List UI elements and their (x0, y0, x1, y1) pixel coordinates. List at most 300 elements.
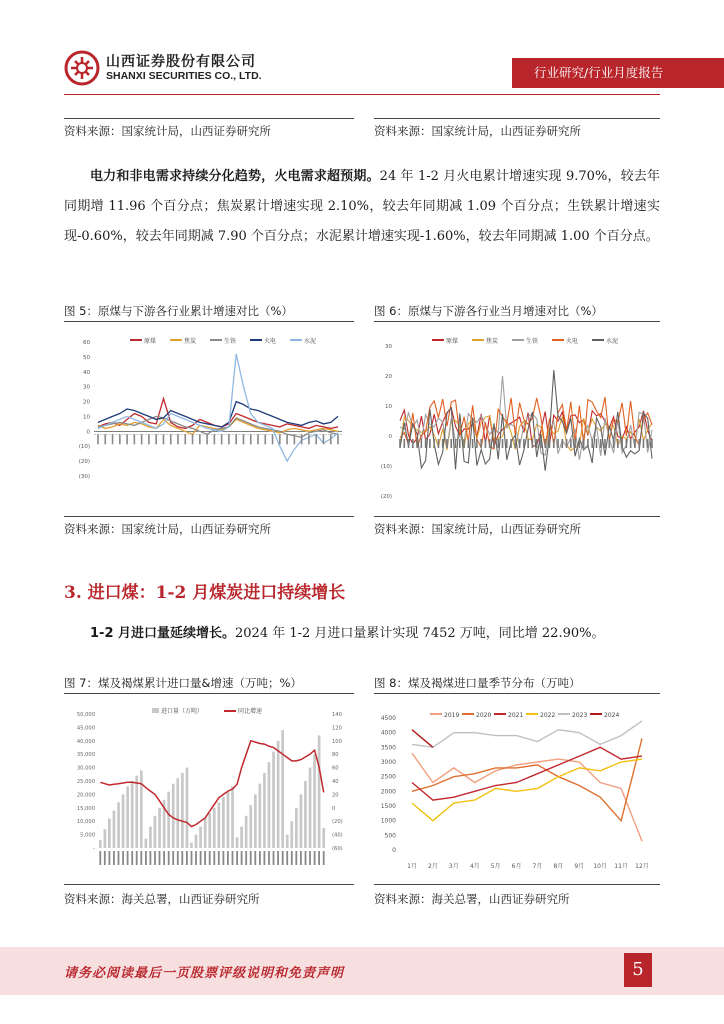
fig5-legend-label: 水泥 (304, 338, 317, 345)
fig7-bar (290, 821, 293, 848)
fig6-xtick-mark (472, 439, 474, 448)
fig8-series-line (412, 721, 642, 747)
fig8-xtick: 11月 (614, 863, 628, 870)
fig6-xtick-mark (506, 439, 508, 448)
fig7-xtick-mark (127, 851, 129, 865)
fig6-ytick: (10) (380, 464, 392, 470)
fig6-xtick-mark (532, 439, 534, 448)
fig7-xtick-mark (295, 851, 297, 865)
fig6-xtick-mark (544, 439, 546, 448)
fig7-xtick-mark (227, 851, 229, 865)
fig7-xtick-mark (181, 851, 183, 865)
fig7-xtick-mark (150, 851, 152, 865)
fig7-xtick-mark (223, 851, 225, 865)
figure6-source: 资料来源：国家统计局，山西证券研究所 (374, 522, 581, 536)
fig5-xtick-mark (250, 434, 252, 444)
fig7-xtick-mark (323, 851, 325, 865)
fig7-xtick-mark (213, 851, 215, 865)
fig7-ytick-right: 80 (332, 752, 339, 759)
fig5-xtick-mark (264, 434, 266, 444)
fig7-ytick-left: 10,000 (76, 819, 95, 826)
fig6-xtick-mark (604, 439, 606, 448)
fig5-xtick-mark (235, 434, 237, 444)
fig8-xtick: 9月 (574, 863, 585, 870)
fig8-ytick: 500 (384, 832, 396, 840)
fig7-bar (158, 808, 161, 848)
fig8-ytick: 4500 (380, 715, 396, 722)
fig5-xtick-mark (184, 434, 186, 444)
fig7-bar (231, 786, 234, 848)
fig5-xtick-mark (257, 434, 259, 444)
fig5-xtick-mark (308, 434, 310, 444)
fig6-ytick: (20) (380, 494, 392, 500)
fig6-xtick-mark (613, 439, 615, 448)
fig8-ytick: 1000 (380, 817, 396, 825)
fig7-bar (108, 819, 111, 849)
fig6-xtick-mark (403, 439, 405, 448)
fig7-xtick-mark (163, 851, 165, 865)
fig6-xtick-mark (425, 439, 427, 448)
figure8-title: 图 8：煤及褐煤进口量季节分布（万吨） (374, 676, 581, 690)
fig6-xtick-mark (600, 439, 602, 448)
paragraph2-body: 2024 年 1-2 月进口量累计实现 7452 万吨，同比增 22.90%。 (235, 626, 605, 641)
fig5-xtick-mark (294, 434, 296, 444)
fig7-ytick-right: (60) (332, 846, 343, 852)
fig7-bar (268, 762, 271, 848)
fig7-ytick-right: 120 (332, 725, 342, 732)
fig6-xtick-mark (455, 439, 457, 448)
fig7-xtick-mark (159, 851, 161, 865)
figure5-top-rule (64, 321, 354, 322)
section-title-import-coal: 3. 进口煤：1-2 月煤炭进口持续增长 (64, 583, 346, 603)
fig6-xtick-mark (442, 439, 444, 448)
fig5-ytick: 0 (86, 429, 90, 436)
fig5-xtick-mark (155, 434, 157, 444)
fig7-xtick-mark (109, 851, 111, 865)
fig5-xtick-mark (199, 434, 201, 444)
fig6-xtick-mark (510, 439, 512, 448)
fig7-bar (259, 784, 262, 848)
fig5-xtick-mark (301, 434, 303, 444)
fig7-bar (149, 827, 152, 848)
fig7-xtick-mark (204, 851, 206, 865)
fig5-xtick-mark (112, 434, 114, 444)
fig8-xtick: 7月 (532, 863, 543, 870)
fig6-xtick-mark (566, 439, 568, 448)
fig7-xtick-mark (268, 851, 270, 865)
fig5-legend-label: 生铁 (224, 338, 237, 345)
fig7-bar (240, 827, 243, 848)
paragraph-import-volume (64, 622, 660, 641)
fig5-xtick-mark (104, 434, 106, 444)
fig7-xtick-mark (286, 851, 288, 865)
fig7-bar (167, 792, 170, 848)
fig6-legend-label: 原煤 (446, 338, 459, 345)
fig7-ytick-right: 140 (332, 712, 342, 718)
fig5-xtick-mark (221, 434, 223, 444)
fig7-bar (281, 730, 284, 848)
fig6-xtick-mark (579, 439, 581, 448)
fig7-ytick-left: 15,000 (76, 805, 95, 812)
fig6-xtick-mark (527, 439, 529, 448)
fig7-bar (236, 837, 239, 848)
fig5-ytick: 50 (83, 354, 90, 361)
fig7-bar (122, 794, 125, 848)
fig7-xtick-mark (177, 851, 179, 865)
fig6-xtick-mark (562, 439, 564, 448)
fig5-xtick-mark (214, 434, 216, 444)
fig7-legend-label: 同比增速 (238, 708, 263, 715)
fig5-xtick-mark (192, 434, 194, 444)
fig5-legend-label: 焦炭 (184, 338, 197, 345)
fig7-bar (195, 835, 198, 848)
fig6-legend-label: 生铁 (526, 338, 539, 345)
footer-disclaimer: 请务必阅读最后一页股票评级说明和免责声明 (64, 966, 345, 981)
fig7-xtick-mark (99, 851, 101, 865)
fig6-xtick-mark (489, 439, 491, 448)
fig6-xtick-mark (480, 439, 482, 448)
fig8-ytick: 0 (392, 847, 396, 854)
fig7-bar (318, 735, 321, 848)
figure8-bottom-rule (374, 884, 660, 885)
source-note-right-top: 资料来源：国家统计局，山西证券研究所 (374, 124, 581, 138)
fig5-ytick: 10 (83, 414, 90, 421)
fig7-bar (131, 781, 134, 848)
fig7-bar (322, 828, 325, 848)
fig7-bar (313, 754, 316, 848)
source-note-left-top: 资料来源：国家统计局，山西证券研究所 (64, 124, 271, 138)
fig7-ytick-left: 40,000 (76, 738, 95, 745)
fig7-xtick-mark (291, 851, 293, 865)
fig5-legend-label: 原煤 (144, 338, 157, 345)
fig7-bar (295, 808, 298, 848)
fig7-xtick-mark (309, 851, 311, 865)
fig6-ytick: 0 (388, 434, 392, 440)
fig7-xtick-mark (168, 851, 170, 865)
fig7-xtick-mark (104, 851, 106, 865)
fig5-xtick-mark (272, 434, 274, 444)
figure7-title: 图 7：煤及褐煤累计进口量&增速（万吨；%） (64, 676, 302, 690)
fig8-xtick: 5月 (490, 863, 501, 870)
fig5-xtick-mark (97, 434, 99, 444)
fig7-bar (204, 819, 207, 849)
fig6-xtick-mark (583, 439, 585, 448)
fig5-ytick: 20 (83, 399, 90, 406)
fig7-bar (249, 805, 252, 848)
fig5-xtick-mark (148, 434, 150, 444)
fig5-xtick-mark (315, 434, 317, 444)
fig6-xtick-mark (651, 439, 653, 448)
figure5-bottom-rule (64, 516, 354, 517)
fig7-xtick-mark (254, 851, 256, 865)
fig6-xtick-mark (497, 439, 499, 448)
fig7-bar (186, 768, 189, 848)
fig7-ytick-left: 5,000 (80, 832, 95, 839)
fig7-legend-label: 进口量（万吨） (161, 708, 204, 715)
fig8-legend-label: 2023 (572, 712, 588, 719)
figure5-chart (64, 328, 354, 514)
fig8-ytick: 1500 (380, 803, 396, 810)
figure5-title: 图 5：原煤与下游各行业累计增速对比（%） (64, 304, 293, 318)
fig6-xtick-mark (647, 439, 649, 448)
fig7-ytick-left: 30,000 (76, 765, 95, 772)
fig6-xtick-mark (493, 439, 495, 448)
paragraph-lead: 电力和非电需求持续分化趋势，火电需求超预期。 (90, 169, 380, 184)
fig7-xtick-mark (191, 851, 193, 865)
fig6-xtick-mark (617, 439, 619, 448)
fig7-bar (104, 829, 107, 848)
fig8-xtick: 2月 (427, 863, 438, 870)
fig7-xtick-mark (241, 851, 243, 865)
fig5-ytick: 30 (83, 384, 90, 391)
fig6-xtick-mark (450, 439, 452, 448)
fig6-ytick: 30 (385, 344, 392, 350)
fig7-xtick-mark (131, 851, 133, 865)
fig7-ytick-left: - (93, 846, 95, 852)
fig7-xtick-mark (122, 851, 124, 865)
source-divider-right-top (374, 118, 660, 119)
fig6-ytick: 10 (385, 404, 392, 410)
fig6-legend-label: 火电 (566, 338, 579, 345)
figure8-chart (374, 700, 660, 880)
fig7-xtick-mark (118, 851, 120, 865)
figure6-bottom-rule (374, 516, 660, 517)
fig5-xtick-mark (141, 434, 143, 444)
fig8-ytick: 2000 (380, 788, 396, 796)
fig6-xtick-mark (626, 439, 628, 448)
fig5-xtick-mark (323, 434, 325, 444)
fig7-xtick-mark (250, 851, 252, 865)
fig7-bar (208, 813, 211, 848)
fig8-ytick: 3500 (380, 744, 396, 752)
fig6-xtick-mark (399, 439, 401, 448)
paragraph-thermal-power (64, 162, 660, 252)
fig8-xtick: 1月 (407, 863, 417, 870)
fig8-ytick: 2500 (380, 773, 396, 781)
fig7-bar (304, 781, 307, 848)
fig8-legend-label: 2021 (508, 712, 524, 719)
fig7-bar (176, 778, 179, 848)
fig7-xtick-mark (305, 851, 307, 865)
fig7-bar (135, 776, 138, 848)
fig7-bar (154, 816, 157, 848)
fig7-ytick-right: 100 (332, 738, 342, 745)
fig7-xtick-mark (195, 851, 197, 865)
fig6-xtick-mark (630, 439, 632, 448)
fig8-ytick: 4000 (380, 729, 396, 737)
fig7-bar (126, 786, 129, 848)
fig6-xtick-mark (634, 439, 636, 448)
fig5-xtick-mark (126, 434, 128, 444)
figure6-top-rule (374, 321, 660, 322)
fig7-xtick-mark (209, 851, 211, 865)
fig5-series-line (98, 354, 338, 461)
fig7-bar (213, 808, 216, 848)
fig6-xtick-mark (519, 439, 521, 448)
fig7-bar (117, 802, 120, 848)
fig7-xtick-mark (172, 851, 174, 865)
fig7-bar (113, 811, 116, 849)
paragraph2-lead: 1-2 月进口量延续增长。 (90, 626, 236, 641)
fig7-ytick-right: (40) (332, 832, 343, 839)
fig6-xtick-mark (433, 439, 435, 448)
fig5-xtick-mark (119, 434, 121, 444)
fig5-xtick-mark (177, 434, 179, 444)
fig7-xtick-mark (113, 851, 115, 865)
report-category-tag: 行业研究/行业月度报告 (512, 58, 724, 88)
fig7-xtick-mark (136, 851, 138, 865)
fig6-xtick-mark (502, 439, 504, 448)
fig6-xtick-mark (549, 439, 551, 448)
fig5-xtick-mark (330, 434, 332, 444)
fig6-xtick-mark (574, 439, 576, 448)
fig6-xtick-mark (591, 439, 593, 448)
header-divider (64, 94, 660, 95)
figure7-source: 资料来源：海关总署，山西证券研究所 (64, 892, 260, 906)
fig5-legend-label: 火电 (264, 338, 277, 345)
fig5-xtick-mark (134, 434, 136, 444)
fig7-ytick-right: 60 (332, 765, 339, 772)
fig7-bar (190, 843, 193, 848)
fig5-ytick: (30) (78, 474, 90, 480)
fig5-xtick-mark (228, 434, 230, 444)
figure8-source: 资料来源：海关总署，山西证券研究所 (374, 892, 570, 906)
fig6-xtick-mark (621, 439, 623, 448)
fig7-ytick-left: 35,000 (76, 752, 95, 759)
fig7-bar (199, 827, 202, 848)
fig7-bar (218, 802, 221, 848)
fig7-bar (286, 835, 289, 848)
fig6-legend-label: 水泥 (606, 338, 619, 345)
fig6-xtick-mark (523, 439, 525, 448)
fig6-xtick-mark (536, 439, 538, 448)
fig5-xtick-mark (279, 434, 281, 444)
fig7-xtick-mark (264, 851, 266, 865)
fig7-bar (140, 770, 143, 848)
company-logo-icon (64, 50, 100, 86)
fig6-xtick-mark (540, 439, 542, 448)
fig5-xtick-mark (163, 434, 165, 444)
fig7-ytick-right: 20 (332, 792, 339, 799)
figure6-chart (374, 328, 660, 514)
fig6-xtick-mark (596, 439, 598, 448)
fig6-xtick-mark (412, 439, 414, 448)
source-divider-left-top (64, 118, 354, 119)
fig6-xtick-mark (553, 439, 555, 448)
fig7-bar (145, 839, 148, 848)
fig8-xtick: 4月 (469, 863, 480, 870)
page-number: 5 (624, 953, 652, 987)
fig8-xtick: 3月 (448, 863, 459, 870)
fig7-xtick-mark (314, 851, 316, 865)
fig5-ytick: 60 (83, 340, 90, 346)
fig7-xtick-mark (318, 851, 320, 865)
figure5-source: 资料来源：国家统计局，山西证券研究所 (64, 522, 271, 536)
fig7-xtick-mark (277, 851, 279, 865)
fig8-legend-label: 2020 (476, 712, 492, 719)
fig8-legend-label: 2022 (540, 712, 556, 719)
fig5-xtick-mark (337, 434, 339, 444)
fig8-xtick: 10月 (593, 863, 608, 870)
fig5-ytick: (10) (78, 444, 90, 451)
figure7-bottom-rule (64, 884, 354, 885)
fig5-xtick-mark (243, 434, 245, 444)
fig6-xtick-mark (643, 439, 645, 448)
fig7-ytick-left: 20,000 (76, 792, 95, 799)
fig6-xtick-mark (557, 439, 559, 448)
fig7-xtick-mark (259, 851, 261, 865)
fig7-bar (300, 794, 303, 848)
fig6-xtick-mark (416, 439, 418, 448)
fig8-series-line (412, 759, 642, 821)
fig6-xtick-mark (587, 439, 589, 448)
fig7-ytick-right: 40 (332, 779, 339, 785)
fig7-xtick-mark (232, 851, 234, 865)
fig7-ytick-right: (20) (332, 819, 343, 826)
fig8-xtick: 12月 (635, 863, 649, 870)
fig5-series-line (98, 399, 338, 429)
fig6-xtick-mark (476, 439, 478, 448)
fig8-ytick: 3000 (380, 759, 396, 766)
fig5-ytick: (20) (78, 459, 90, 466)
fig7-bar (172, 784, 175, 848)
fig5-xtick-mark (170, 434, 172, 444)
fig7-bar (263, 773, 266, 848)
fig6-xtick-mark (463, 439, 465, 448)
fig7-growth-line (100, 741, 323, 827)
figure7-top-rule (64, 693, 354, 694)
fig6-legend-label: 焦炭 (486, 338, 499, 345)
fig7-xtick-mark (236, 851, 238, 865)
fig7-ytick-left: 50,000 (76, 712, 95, 718)
paragraph-body: 24 年 1-2 月火电累计增速实现 9.70%，较去年同期增 11.96 个百分点；焦炭累计增速实现 2.10%，较去年同期减 1.09 个百分点；生铁累计增速实现-0.60%，较去年同期减 7.90 个百分点；水泥累计增速实现-1.60%，较去年同期减 1.00 个百分点。 (64, 169, 660, 244)
fig7-xtick-mark (282, 851, 284, 865)
fig5-xtick-mark (206, 434, 208, 444)
fig7-xtick-mark (200, 851, 202, 865)
fig7-bar (272, 752, 275, 849)
fig7-xtick-mark (273, 851, 275, 865)
fig7-ytick-left: 45,000 (76, 725, 95, 732)
figure7-chart (64, 700, 354, 880)
fig7-bar (227, 792, 230, 848)
fig5-xtick-mark (286, 434, 288, 444)
fig6-ytick: 20 (385, 374, 392, 380)
fig7-xtick-mark (218, 851, 220, 865)
fig8-xtick: 6月 (511, 863, 522, 870)
fig7-bar (254, 794, 257, 848)
fig7-xtick-mark (245, 851, 247, 865)
fig7-bar (277, 741, 280, 848)
fig7-ytick-right: 0 (332, 805, 336, 812)
fig6-xtick-mark (459, 439, 461, 448)
fig5-ytick: 40 (83, 369, 90, 376)
fig7-bar (222, 797, 225, 848)
fig8-xtick: 8月 (553, 863, 564, 870)
fig6-xtick-mark (485, 439, 487, 448)
fig7-bar (99, 840, 102, 848)
fig6-xtick-mark (570, 439, 572, 448)
fig7-legend-swatch (152, 708, 159, 713)
fig7-bar (181, 773, 184, 848)
fig7-bar (245, 816, 248, 848)
fig6-xtick-mark (421, 439, 423, 448)
fig7-xtick-mark (140, 851, 142, 865)
fig7-xtick-mark (300, 851, 302, 865)
fig6-xtick-mark (446, 439, 448, 448)
fig6-xtick-mark (638, 439, 640, 448)
fig7-xtick-mark (186, 851, 188, 865)
fig6-xtick-mark (438, 439, 440, 448)
